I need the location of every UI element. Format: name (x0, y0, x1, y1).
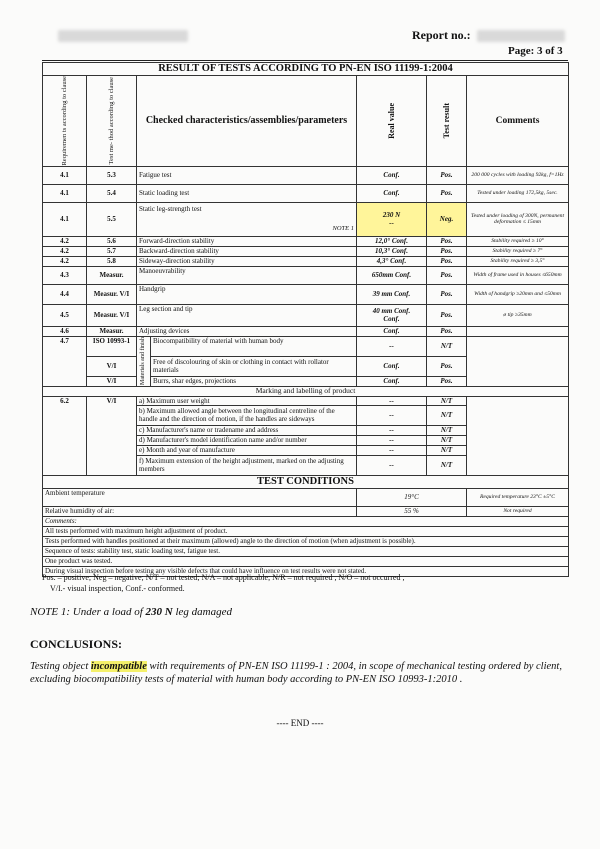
table-row: 4.1 5.3 Fatigue test Conf. Pos. 200 000 cycles with loading 92kg, f=1Hz (43, 166, 569, 184)
conclusions-text: Testing object incompatible with requirements of PN-EN ISO 11199-1 : 2004, in scope of mechanical testing ordered by client, excluding biocompatibility tests of material with human body according to PN-EN ISO 10993-1:2010 . (30, 661, 562, 685)
table-row: V/I Free of discolouring of skin or clothing in contact with rollator materials Conf. Pos. (43, 356, 569, 376)
report-number-label: Report no.: (412, 28, 471, 42)
header-real-value: Real value (357, 76, 427, 167)
table-row: c) Manufacturer's name or tradename and address -- N/T (43, 425, 569, 435)
header-comments: Comments (467, 76, 569, 167)
header-divider (42, 60, 568, 61)
redacted-company-name (58, 30, 188, 42)
marking-section-title: Marking and labelling of product (43, 386, 569, 396)
condition-line: Tests performed with handles positioned at their maximum (allowed) angle to the direction of motion (when adjustment is possible). (43, 536, 569, 546)
conclusions-heading: CONCLUSIONS: (30, 637, 123, 651)
header-clause: Requiremen ts according to clause (43, 76, 87, 167)
table-row: V/I Burrs, shar edges, projections Conf. Pos. (43, 376, 569, 386)
table-row: 4.2 5.7 Backward-direction stability 10,3° Conf. Pos. Stability required ≥ 7° (43, 246, 569, 256)
table-row: 4.6 Measur. Adjusting devices Conf. Pos. (43, 326, 569, 336)
table-title: RESULT OF TESTS ACCORDING TO PN-EN ISO 11199-1:2004 (43, 63, 569, 76)
note-reference: NOTE 1 (332, 224, 354, 232)
table-row: 4.1 5.4 Static loading test Conf. Pos. Tested under loading 172,5kg, 5sec. (43, 184, 569, 202)
results-table (42, 62, 569, 577)
materials-group-label: Materials and finish (137, 336, 151, 386)
header-method: Test me- thod according to clause (87, 76, 137, 167)
condition-line: Sequence of tests: stability test, static loading test, fatigue test. (43, 546, 569, 556)
condition-line: During visual inspection before testing any visible defects that could have influence on test results were not stated. (43, 566, 569, 576)
conditions-row: Relative humidity of air: 55 % Not required (43, 506, 569, 516)
table-row: b) Maximum allowed angle between the longitudinal centreline of the handle and the direction of motion, if the handles are sideways -- N/T (43, 405, 569, 425)
comments-label: Comments: (43, 516, 569, 526)
leg-strength-value: 230 N -- (357, 202, 427, 236)
condition-line: All tests performed with maximum height adjustment of product. (43, 526, 569, 536)
table-row: 4.4 Measur. V/I Handgrip 39 mm Conf. Pos. Width of handgrip ≥20mm and ≤50mm (43, 284, 569, 304)
table-row: 4.5 Measur. V/I Leg section and tip 40 mm Conf. Conf. Pos. ø tip ≥35mm (43, 304, 569, 326)
table-row-leg-strength: 4.1 5.5 Static leg-strength test NOTE 1 230 N -- Neg. Tested under loading of 300N, permanent deformation ≤ 15mm (43, 202, 569, 236)
table-row: d) Manufacturer's model identification name and/or number -- N/T (43, 435, 569, 445)
table-row: e) Month and year of manufacture -- N/T (43, 445, 569, 455)
redacted-report-number (477, 30, 565, 42)
table-row: 4.3 Measur. Manoeuvrability 650mm Conf. Pos. Width of frame used in houses ≤650mm (43, 266, 569, 284)
table-row: 4.2 5.6 Forward-direction stability 12,0° Conf. Pos. Stability required ≥ 10° (43, 236, 569, 246)
test-conditions-title: TEST CONDITIONS (43, 475, 569, 488)
table-row: 4.2 5.8 Sideway-direction stability 4,3° Conf. Pos. Stability required ≥ 3,5° (43, 256, 569, 266)
conditions-row: Ambient temperature 19°C Required temperature 23°C ±5°C (43, 488, 569, 506)
note-1: NOTE 1: Under a load of 230 N leg damaged (30, 606, 232, 618)
leg-strength-result: Neg. (427, 202, 467, 236)
page-number: Page: 3 of 3 (508, 45, 563, 57)
table-header-row (43, 76, 569, 167)
table-row: 4.7 ISO 10993-1 Materials and finish Biocompatibility of material with human body -- N/T (43, 336, 569, 356)
header-checked: Checked characteristics/assemblies/parameters (137, 76, 357, 167)
end-marker: ---- END ---- (276, 718, 324, 728)
condition-line: One product was tested. (43, 556, 569, 566)
abbreviations-legend: Pos. – positive; Neg – negative; N/T – not tested; N/A – not applicable; N/R – not required , N/O – not occurred , V/I.- visual inspection, Conf.- conformed. (42, 573, 405, 593)
highlighted-verdict: incompatible (90, 661, 147, 672)
table-row: f) Maximum extension of the height adjustment, marked on the adjusting members -- N/T (43, 455, 569, 475)
table-row: 6.2 V/I a) Maximum user weight -- N/T (43, 396, 569, 405)
header-test-result: Test result (427, 76, 467, 167)
